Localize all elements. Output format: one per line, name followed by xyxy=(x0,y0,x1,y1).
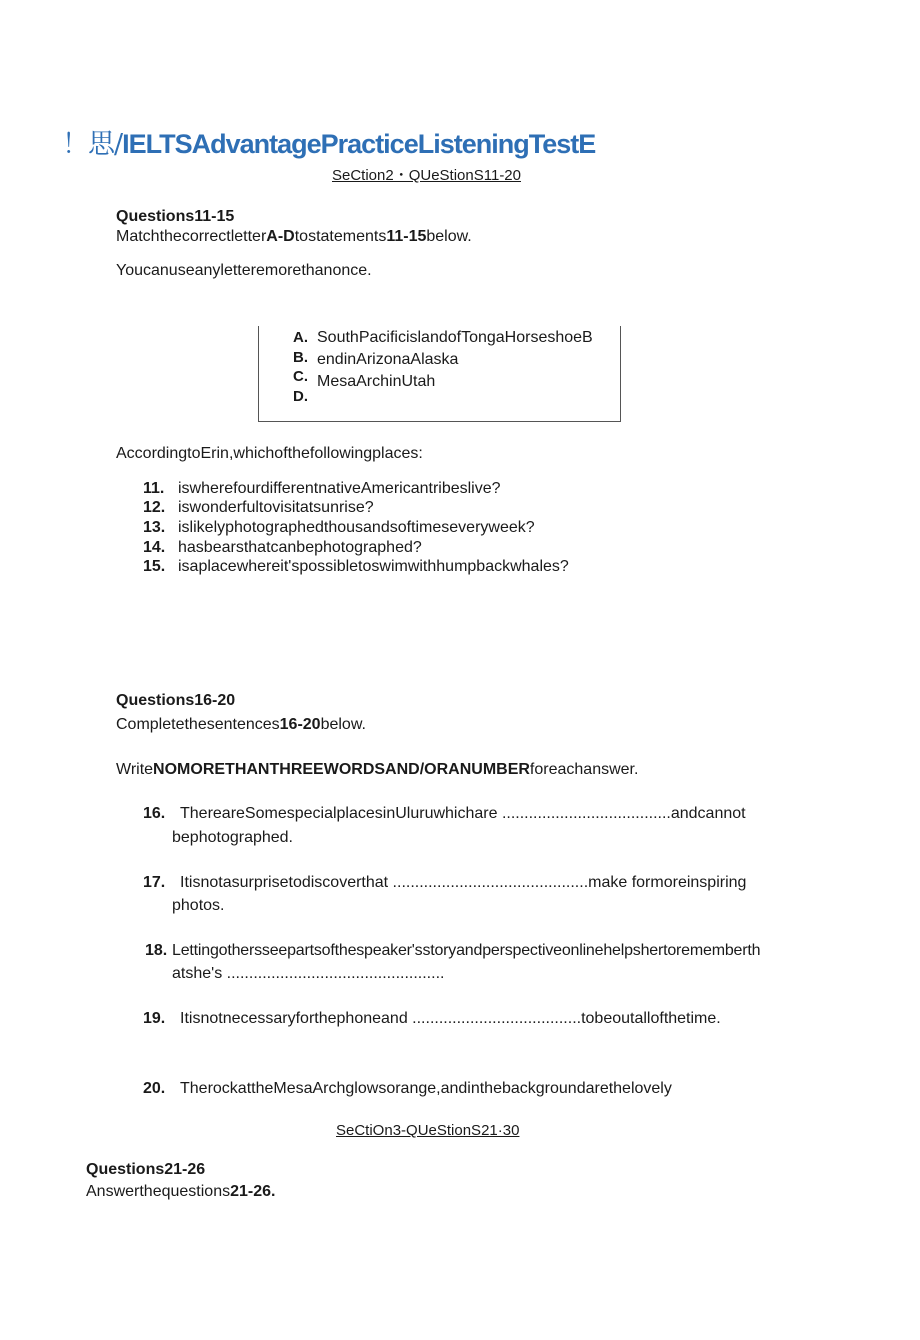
question-number: 17. xyxy=(143,874,166,891)
option-line: SouthPacificislandofTongaHorseshoeB xyxy=(317,329,593,346)
question-number: 15. xyxy=(143,558,166,575)
questions-prompt: AccordingtoErin,whichofthefollowingplaces: xyxy=(116,445,423,462)
question-number: 20. xyxy=(143,1080,166,1097)
instruction-text: tostatements xyxy=(294,228,387,245)
question-text: Lettingothersseepartsofthespeaker'sstoryandperspectiveonlinehelpshertorememberth xyxy=(172,942,761,959)
questions-16-20-instruction xyxy=(116,716,366,734)
questions-11-15-instruction xyxy=(116,228,472,246)
option-letter-d: D. xyxy=(293,388,308,405)
question-text: TherockattheMesaArchglowsorange,andinthebackgroundarethelovely xyxy=(180,1080,672,1097)
instruction-bold: 16-20 xyxy=(279,716,321,733)
option-line: endinArizonaAlaska xyxy=(317,351,459,368)
question-text: iswonderfultovisitatsunrise? xyxy=(178,499,374,516)
document-title xyxy=(62,122,595,161)
instruction-text: foreachanswer. xyxy=(529,761,639,778)
question-text: isaplacewhereit'spossibletoswimwithhumpbackwhales? xyxy=(178,558,569,575)
option-line: MesaArchinUtah xyxy=(317,373,436,390)
title-text: IELTSAdvantagePracticeListeningTestE xyxy=(122,129,596,159)
question-text: ThereareSomespecialplacesinUluruwhichare ......................................andcannot xyxy=(180,805,746,822)
instruction-text: Completethesentences xyxy=(116,716,280,733)
question-number: 19. xyxy=(143,1010,166,1027)
section-2-heading: SeCtion2・QUeStionS11-20 xyxy=(332,167,521,184)
question-text: islikelyphotographedthousandsoftimeseveryweek? xyxy=(178,519,535,536)
question-number: 11. xyxy=(143,480,165,497)
question-number: 14. xyxy=(143,539,166,556)
question-number: 18. xyxy=(145,942,168,959)
instruction-bold: NOMORETHANTHREEWORDSAND/ORANUMBER xyxy=(153,761,530,778)
options-box xyxy=(258,326,621,422)
question-number: 12. xyxy=(143,499,166,516)
instruction-text: below. xyxy=(320,716,366,733)
questions-11-15-heading: Questions11-15 xyxy=(116,208,235,225)
questions-11-15-note: Youcanuseanyletteremorethanonce. xyxy=(116,262,372,279)
instruction-text: Matchthecorrectletter xyxy=(116,228,267,245)
question-text-continued: bephotographed. xyxy=(172,829,293,846)
option-letter-a: A. xyxy=(293,329,308,346)
questions-21-26-instruction xyxy=(86,1183,275,1201)
instruction-text: Answerthequestions xyxy=(86,1183,231,1200)
title-glyph: ！思/ xyxy=(62,129,123,160)
question-text: iswherefourdifferentnativeAmericantribeslive? xyxy=(178,480,501,497)
instruction-bold: 21-26. xyxy=(230,1183,276,1200)
question-text: Itisnotasurprisetodiscoverthat ............................................make formoreinspiring xyxy=(180,874,747,891)
questions-16-20-heading: Questions16-20 xyxy=(116,692,236,709)
question-text-continued: photos. xyxy=(172,897,225,914)
instruction-bold: 11-15 xyxy=(386,228,427,245)
option-letter-c: C. xyxy=(293,368,308,385)
question-number: 16. xyxy=(143,805,166,822)
question-text-continued: atshe's ................................................. xyxy=(172,965,445,982)
question-text: Itisnotnecessaryforthephoneand ......................................tobeoutallofthetime. xyxy=(180,1010,721,1027)
instruction-text: Write xyxy=(116,761,154,778)
instruction-bold: A-D xyxy=(266,228,295,245)
option-letter-b: B. xyxy=(293,349,308,366)
question-text: hasbearsthatcanbephotographed? xyxy=(178,539,422,556)
questions-16-20-word-limit xyxy=(116,761,638,779)
instruction-text: below. xyxy=(426,228,472,245)
questions-21-26-heading: Questions21-26 xyxy=(86,1161,206,1178)
question-number: 13. xyxy=(143,519,166,536)
section-3-heading: SeCtiOn3-QUeStionS21·30 xyxy=(336,1122,520,1139)
